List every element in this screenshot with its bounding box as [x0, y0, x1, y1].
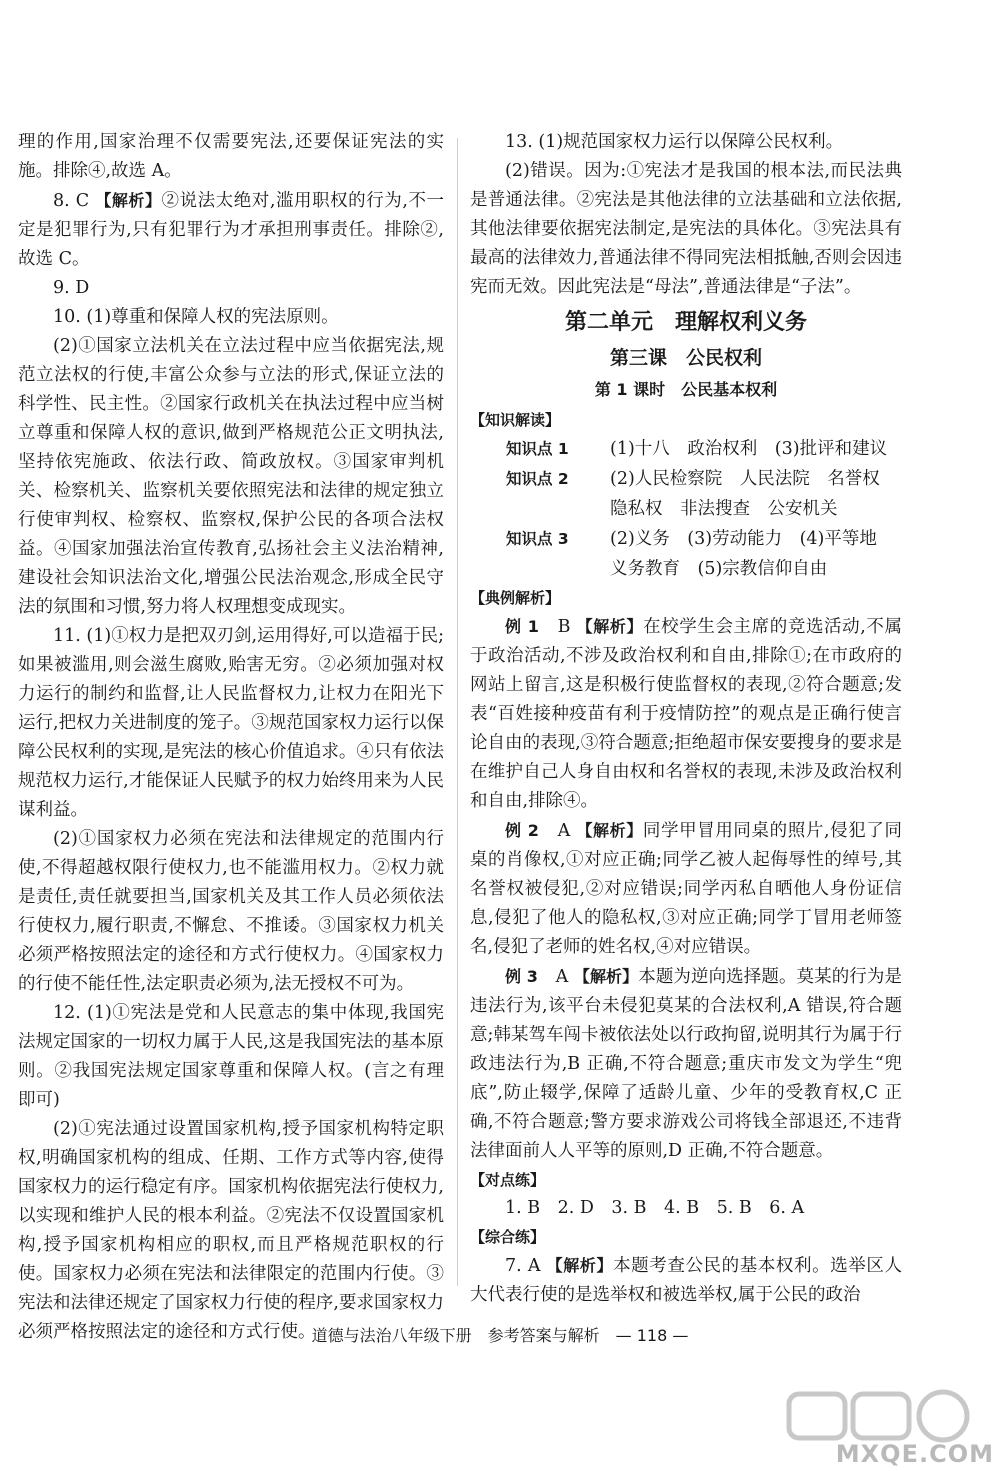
- paragraph-q7-end: 理的作用,国家治理不仅需要宪法,还要保证宪法的实施。排除④,故选 A。: [18, 132, 444, 181]
- example-answer: A: [555, 967, 569, 987]
- example-3: [470, 962, 902, 1166]
- section-practice-heading: 【对点练】: [470, 1171, 546, 1189]
- knowledge-point-line: 义务教育 (5)宗教信仰自由: [610, 559, 828, 579]
- example-2: [470, 816, 902, 962]
- knowledge-point-line: 隐私权 非法搜查 公安机关: [610, 499, 838, 519]
- q8-number: 8. C: [53, 191, 90, 211]
- paragraph-q10-1: 10. (1)尊重和保障人权的宪法原则。: [53, 307, 339, 327]
- q7-analysis-tag: 【解析】: [546, 1256, 614, 1275]
- analysis-tag: 【解析】: [576, 821, 643, 840]
- knowledge-point-label: 知识点 1: [506, 440, 569, 458]
- knowledge-point-2: [470, 464, 902, 524]
- q8-text: ②说法太绝对,滥用职权的行为,不一定是犯罪行为,只有犯罪行为才承担刑事责任。排除②,故选 C。: [18, 191, 444, 269]
- paragraph-q8: [18, 186, 444, 274]
- example-text: 同学甲冒用同桌的照片,侵犯了同桌的肖像权,①对应正确;同学乙被人起侮辱性的绰号,其名誉权被侵犯,②对应错误;同学丙私自晒他人身份证信息,侵犯了他人的隐私权,③对应正确;同学丁冒用老师签名,侵犯了老师的姓名权,④对应错误。: [470, 821, 902, 957]
- knowledge-point-1: [470, 434, 902, 464]
- period-title: 第 1 课时 公民基本权利: [594, 380, 778, 399]
- paragraph-q12-1: 12. (1)①宪法是党和人民意志的集中体现,我国宪法规定国家的一切权力属于人民,这是我国宪法的基本原则。②我国宪法规定国家尊重和保障人权。(言之有理即可): [18, 1003, 444, 1110]
- watermark-text: MXQE.COM: [835, 1440, 994, 1468]
- section-knowledge-heading: 【知识解读】: [470, 411, 561, 429]
- knowledge-point-line: (1)十八 政治权利 (3)批评和建议: [610, 439, 888, 459]
- page-footer: 道德与法治八年级下册 参考答案与解析 — 118 —: [311, 1326, 689, 1345]
- example-text: 在校学生会主席的竞选活动,不属于政治活动,不涉及政治权利和自由,排除①;在市政府的网站上留言,这是积极行使监督权的表现,②符合题意;发表“百姓接种疫苗有利于疫情防控”的观点是正确行使言论自由的表现,③符合题意;拒绝超市保安要搜身的要求是在维护自己人身自由权和名誉权的表现,未涉及政治权利和自由,排除④。: [470, 617, 902, 811]
- paragraph-q11-2: (2)①国家权力必须在宪法和法律规定的范围内行使,不得超越权限行使权力,也不能滥用权力。②权力就是责任,责任就要担当,国家机关及其工作人员必须依法行使权力,履行职责,不懈怠、不推诿。③国家权力机关必须严格按照法定的途径和方式行使权力。④国家权力的行使不能任性,法定职责必须为,法无授权不可为。: [18, 829, 444, 994]
- paragraph-q11-1: 11. (1)①权力是把双刃剑,运用得好,可以造福于民;如果被滥用,则会滋生腐败,贻害无穷。②必须加强对权力运行的制约和监督,让人民监督权力,让权力在阳光下运行,把权力关进制度的笼子。③规范国家权力运行以保障公民权利的实现,是宪法的核心价值追求。④只有依法规范权力运行,才能保证人民赋予的权力始终用来为人民谋利益。: [18, 626, 444, 820]
- section-comprehensive-heading: 【综合练】: [470, 1228, 546, 1246]
- practice-answers: 1. B 2. D 3. B 4. B 5. B 6. A: [505, 1198, 805, 1218]
- example-text: 本题为逆向选择题。莫某的行为是违法行为,该平台未侵犯莫某的合法权利,A 错误,符合题意;韩某驾车闯卡被依法处以行政拘留,说明其行为属于行政违法行为,B 正确,不符合题意;重庆市发文为学生“兜底”,防止辍学,保障了适龄儿童、少年的受教育权,C 正确,不符合题意;警方要求游戏公司将钱全部退还,不违背法律面前人人平等的原则,D 正确,不符合题意。: [470, 967, 902, 1161]
- example-label: 例 1: [505, 617, 539, 636]
- lesson-title: 第三课 公民权利: [609, 347, 762, 369]
- knowledge-point-answers: [610, 464, 902, 524]
- example-label: 例 3: [505, 967, 538, 986]
- q7-number: 7. A: [505, 1256, 541, 1276]
- column-divider: [457, 138, 458, 1286]
- example-answer: B: [557, 617, 571, 637]
- analysis-tag: 【解析】: [576, 617, 644, 636]
- example-answer: A: [557, 821, 571, 841]
- paragraph-q10-2: (2)①国家立法机关在立法过程中应当依据宪法,规范立法权的行使,丰富公众参与立法的形式,保证立法的科学性、民主性。②国家行政机关在执法过程中应当树立尊重和保障人权的意识,做到严格规范公正文明执法,坚持依宪施政、依法行政、简政放权。③国家审判机关、检察机关、监察机关要依照宪法和法律的规定独立行使审判权、检察权、监察权,保护公民的各项合法权益。④国家加强法治宣传教育,弘扬社会主义法治精神,建设社会知识法治文化,增强公民法治观念,形成全民守法的氛围和习惯,努力将人权理想变成现实。: [18, 336, 444, 617]
- knowledge-point-answers: [610, 524, 902, 584]
- knowledge-point-line: (2)人民检察院 人民法院 名誉权: [610, 469, 880, 489]
- q7-text: 本题考查公民的基本权利。选举区人大代表行使的是选举权和被选举权,属于公民的政治: [470, 1256, 902, 1305]
- knowledge-point-line: (2)义务 (3)劳动能力 (4)平等地: [610, 529, 877, 549]
- q8-analysis-tag: 【解析】: [95, 191, 162, 210]
- example-1: [470, 612, 902, 816]
- analysis-tag: 【解析】: [573, 967, 639, 986]
- knowledge-point-label: 知识点 2: [506, 470, 569, 488]
- paragraph-q9: 9. D: [53, 278, 90, 298]
- section-examples-heading: 【典例解析】: [470, 589, 561, 607]
- knowledge-point-3: [470, 524, 902, 584]
- paragraph-q12-2: (2)①宪法通过设置国家机构,授予国家机构特定职权,明确国家机构的组成、任期、工作方式等内容,使得国家权力的运行稳定有序。国家机构依据宪法行使权力,以实现和维护人民的根本利益。②宪法不仅设置国家机构,授予国家机构相应的职权,而且严格规范职权的行使。国家权力必须在宪法和法律限定的范围内行使。③宪法和法律还规定了国家权力行使的程序,要求国家权力必须严格按照法定的途径和方式行使。: [18, 1119, 444, 1342]
- right-column: [470, 128, 902, 1310]
- left-column: [18, 128, 444, 1347]
- unit-title: 第二单元 理解权利义务: [564, 310, 807, 335]
- knowledge-point-answers: [610, 434, 902, 464]
- paragraph-q7: [470, 1251, 902, 1310]
- example-label: 例 2: [505, 821, 539, 840]
- paragraph-q13-1: 13. (1)规范国家权力运行以保障公民权利。: [505, 132, 844, 152]
- knowledge-point-label: 知识点 3: [506, 530, 569, 548]
- paragraph-q13-2: (2)错误。因为:①宪法才是我国的根本法,而民法典是普通法律。②宪法是其他法律的立法基础和立法依据,其他法律要依据宪法制定,是宪法的具体化。③宪法具有最高的法律效力,普通法律不得同宪法相抵触,否则会因违宪而无效。因此宪法是“母法”,普通法律是“子法”。: [470, 161, 902, 297]
